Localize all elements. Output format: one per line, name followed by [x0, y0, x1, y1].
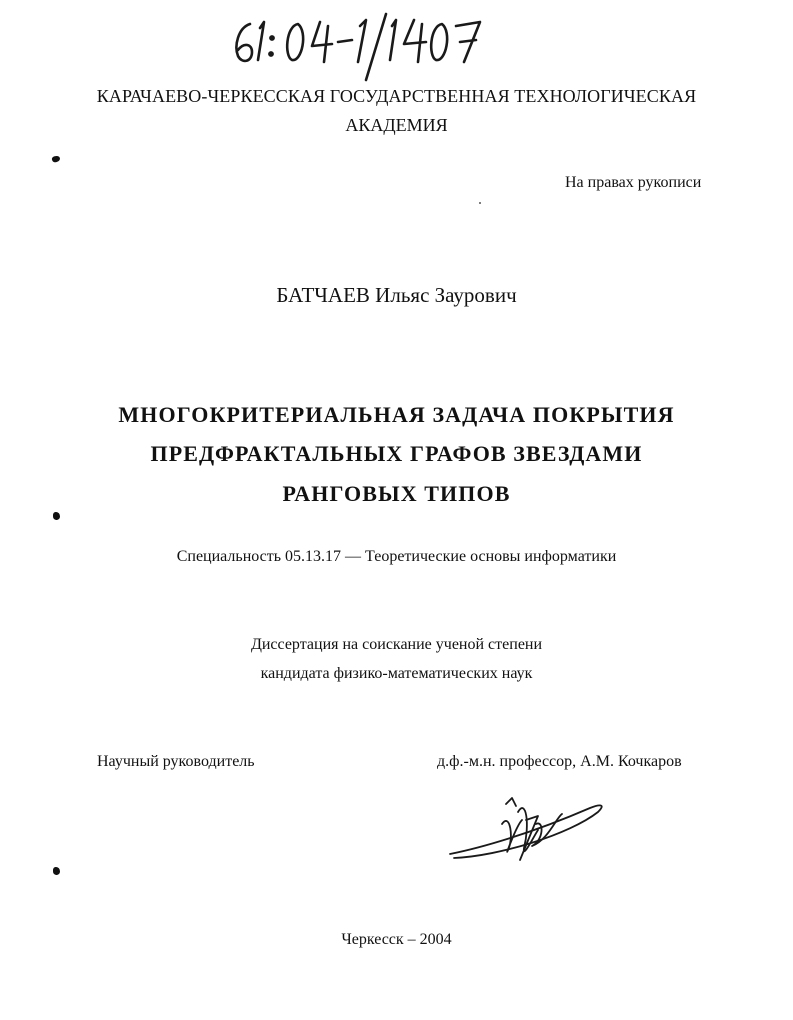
organization-name-line1: КАРАЧАЕВО-ЧЕРКЕССКАЯ ГОСУДАРСТВЕННАЯ ТЕХНОЛОГИЧЕСКАЯ: [96, 86, 697, 106]
scan-speck: [53, 512, 60, 520]
organization-name-line2: АКАДЕМИЯ: [345, 115, 448, 135]
handwritten-signature: [440, 790, 615, 870]
scan-dot: [479, 202, 481, 204]
supervisor-label: Научный руководитель: [97, 753, 255, 770]
rights-note: На правах рукописи: [565, 174, 702, 191]
specialty-line: Специальность 05.13.17 — Теоретические основы информатики: [176, 548, 617, 565]
handwritten-archive-code: [228, 12, 488, 82]
supervisor-name: д.ф.-м.н. профессор, А.М. Кочкаров: [437, 753, 682, 770]
scan-speck: [53, 867, 60, 875]
degree-line2: кандидата физико-математических наук: [260, 665, 533, 682]
dissertation-title-line2: ПРЕДФРАКТАЛЬНЫХ ГРАФОВ ЗВЕЗДАМИ: [150, 441, 643, 466]
city-and-year: Черкесск – 2004: [341, 931, 452, 948]
author-name: БАТЧАЕВ Ильяс Заурович: [276, 283, 517, 307]
dissertation-title-line1: МНОГОКРИТЕРИАЛЬНАЯ ЗАДАЧА ПОКРЫТИЯ: [118, 402, 675, 427]
scan-speck: [51, 155, 61, 163]
degree-line1: Диссертация на соискание ученой степени: [250, 636, 543, 653]
dissertation-title-line3: РАНГОВЫХ ТИПОВ: [282, 481, 511, 506]
